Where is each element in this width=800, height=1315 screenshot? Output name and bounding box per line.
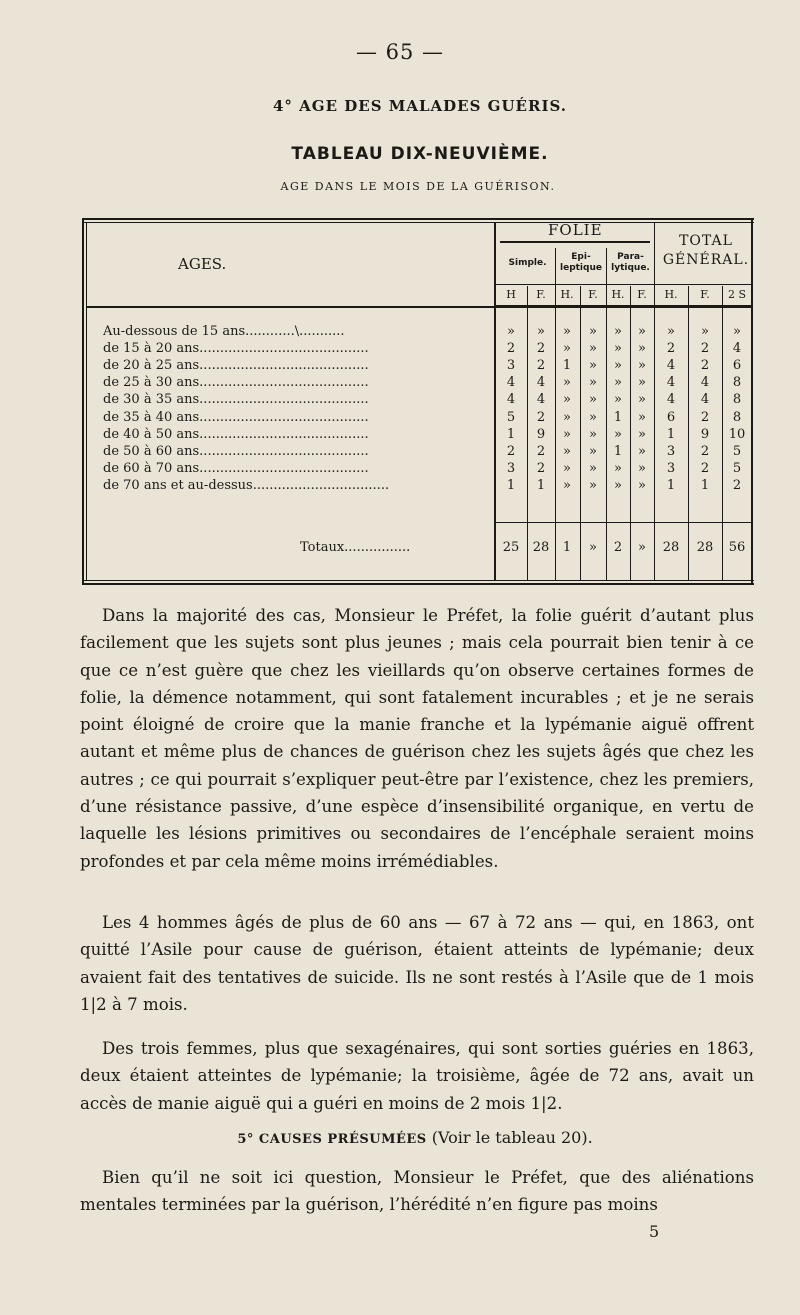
table-cell: » xyxy=(638,341,646,357)
simple-header: Simple. xyxy=(508,258,547,268)
table-cell: 4 xyxy=(666,392,676,408)
totals-label: Totaux................ xyxy=(300,540,411,555)
row-label: Au-dessous de 15 ans............\........... xyxy=(103,324,345,339)
row-label: de 40 à 50 ans......................................... xyxy=(103,426,369,442)
table-cell: » xyxy=(638,460,646,476)
paragraph: Bien qu’il ne soit ici question, Monsieur le Préfet, que des aliénations mentales terminées par la guérison, l’hérédité n’en figure pas moins xyxy=(80,1168,754,1215)
table-cell: » xyxy=(589,341,597,357)
table-cell: 4 xyxy=(700,392,710,408)
row-label: de 50 à 60 ans......................................... xyxy=(103,443,369,459)
column-label: F. xyxy=(588,288,598,301)
table-cell: 5 xyxy=(506,409,516,425)
epileptique-header: Epi- leptique xyxy=(560,252,602,273)
table-cell: » xyxy=(638,392,646,408)
table-cell: 2 xyxy=(700,443,710,459)
table-cell: 3 xyxy=(506,460,516,476)
table-cell: » xyxy=(614,477,622,493)
table-cell: » xyxy=(507,324,515,339)
table-cell: » xyxy=(563,375,571,391)
table-cell: 4 xyxy=(666,375,676,391)
table-cell: » xyxy=(614,460,622,476)
table-cell: 2 xyxy=(536,460,546,476)
table-cell: » xyxy=(563,392,571,408)
table-cell: » xyxy=(589,409,597,425)
table-cell: » xyxy=(589,443,597,459)
table-cell: 2 xyxy=(700,409,710,425)
paragraph: Des trois femmes, plus que sexagénaires, qui sont sorties guéries en 1863, deux étaient atteintes de lypémanie; la troisième, âgée de 72 ans, avait un accès de manie aiguë qui a guéri en moins de 2 mois 1|2. xyxy=(80,1039,754,1113)
table-cell: 2 xyxy=(536,409,546,425)
table-cell: 3 xyxy=(666,460,676,476)
table-cell: 5 xyxy=(732,443,742,459)
totals-cell: 56 xyxy=(728,540,746,555)
table-cell: » xyxy=(589,375,597,391)
table-cell: » xyxy=(589,324,597,339)
table-cell: 8 xyxy=(732,409,742,425)
table-cell: » xyxy=(638,375,646,391)
table-cell: 2 xyxy=(536,443,546,459)
column-label: 2 S xyxy=(727,288,747,301)
table-cell: » xyxy=(733,324,741,339)
row-label: de 30 à 35 ans......................................... xyxy=(103,392,369,408)
paragraph: Dans la majorité des cas, Monsieur le Préfet, la folie guérit d’autant plus facilement que les sujets sont plus jeunes ; mais cela pourrait bien tenir à ce que ce n’est guère que chez les vieillards qu’on observe certaines formes de folie, la démence notamment, qui sont fatalement incurables ; et je ne serais point éloigné de croire que la manie franche et la lypémanie aiguë offrent autant et même plus de chances de guérison chez les sujets âgés que chez les autres ; ce qui pourrait s’expliquer peut-être par l’existence, chez les premiers, d’une résistance passive, d’une espèce d’insensibilité organique, en vertu de laquelle les lésions primitives ou secondaires de l’encéphale seraient moins profondes et par cela même moins irrémédiables. xyxy=(80,606,754,871)
table-cell: » xyxy=(701,324,709,339)
row-label: de 15 à 20 ans......................................... xyxy=(103,341,369,357)
table-cell: » xyxy=(614,341,622,357)
table-cell: 2 xyxy=(700,460,710,476)
totals-cell: » xyxy=(589,540,597,555)
row-label: de 20 à 25 ans......................................... xyxy=(103,358,369,374)
table-cell: 2 xyxy=(666,341,676,357)
column-label: H. xyxy=(664,288,678,301)
totals-cell: 2 xyxy=(613,540,623,555)
totals-cell: 28 xyxy=(696,540,714,555)
table-cell: » xyxy=(638,426,646,442)
table-cell: 6 xyxy=(732,358,742,374)
totals-cell: 25 xyxy=(502,540,520,555)
table-cell: 2 xyxy=(700,358,710,374)
table-cell: 4 xyxy=(506,375,516,391)
table-cell: 8 xyxy=(732,392,742,408)
table-cell: » xyxy=(537,324,545,339)
table-subtitle: AGE DANS LE MOIS DE LA GUÉRISON. xyxy=(280,180,556,193)
column-label: F. xyxy=(637,288,647,301)
table-cell: 6 xyxy=(666,409,676,425)
table-cell: 1 xyxy=(613,443,623,459)
causes-heading-prefix: 5° CAUSES PRÉSUMÉES xyxy=(237,1132,427,1147)
table-cell: 4 xyxy=(732,341,742,357)
column-label: H xyxy=(506,288,516,301)
table-cell: » xyxy=(589,358,597,374)
table-cell: » xyxy=(667,324,675,339)
table-cell: » xyxy=(614,358,622,374)
section-heading: 4° AGE DES MALADES GUÉRIS. xyxy=(272,97,567,115)
table-cell: 10 xyxy=(728,426,746,442)
totals-cell: 28 xyxy=(662,540,680,555)
table-cell: » xyxy=(589,426,597,442)
column-label: H. xyxy=(611,288,625,301)
paragraph: Les 4 hommes âgés de plus de 60 ans — 67 à 72 ans — qui, en 1863, ont quitté l’Asile pour cause de guérison, étaient atteints de lypémanie; deux avaient fait des tentatives de suicide. Ils ne sont restés à l’Asile que de 1 mois 1|2 à 7 mois. xyxy=(80,913,754,1014)
row-label: de 70 ans et au-dessus................................. xyxy=(103,477,390,493)
table-cell: » xyxy=(589,477,597,493)
table-cell: 1 xyxy=(506,477,516,493)
table-cell: » xyxy=(614,375,622,391)
table-cell: » xyxy=(638,409,646,425)
total-general-header: TOTAL GÉNÉRAL. xyxy=(662,233,750,268)
totals-cell: » xyxy=(638,540,646,555)
row-label: de 35 à 40 ans......................................... xyxy=(103,409,369,425)
table-cell: 1 xyxy=(666,477,676,493)
row-label: de 60 à 70 ans......................................... xyxy=(103,460,369,476)
table-cell: 8 xyxy=(732,375,742,391)
column-label: F. xyxy=(536,288,546,301)
table-cell: 2 xyxy=(536,341,546,357)
column-label: H. xyxy=(560,288,574,301)
table-cell: » xyxy=(638,358,646,374)
table-cell: » xyxy=(614,392,622,408)
table-cell: 5 xyxy=(732,460,742,476)
table-cell: » xyxy=(563,341,571,357)
page-number: — 65 — xyxy=(355,40,445,64)
table-cell: 1 xyxy=(506,426,516,442)
signature-mark: 5 xyxy=(649,1222,660,1241)
table-cell: 2 xyxy=(536,358,546,374)
table-cell: 2 xyxy=(506,341,516,357)
table-cell: » xyxy=(638,324,646,339)
column-label: F. xyxy=(700,288,710,301)
table-cell: 1 xyxy=(536,477,546,493)
table-cell: » xyxy=(638,443,646,459)
table-cell: 1 xyxy=(613,409,623,425)
table-cell: 4 xyxy=(506,392,516,408)
totals-cell: 1 xyxy=(562,540,572,555)
table-cell: » xyxy=(563,477,571,493)
table-cell: 2 xyxy=(732,477,742,493)
table-cell: » xyxy=(614,324,622,339)
table-cell: 4 xyxy=(536,375,546,391)
table-cell: 1 xyxy=(666,426,676,442)
table-cell: » xyxy=(638,477,646,493)
totals-cell: 28 xyxy=(532,540,550,555)
table-cell: 2 xyxy=(700,341,710,357)
paralytique-header: Para- lytique. xyxy=(611,252,650,273)
table-cell: 3 xyxy=(506,358,516,374)
table-cell: » xyxy=(589,392,597,408)
table-cell: 4 xyxy=(666,358,676,374)
table-cell: 4 xyxy=(700,375,710,391)
folie-header: FOLIE xyxy=(548,221,603,239)
table-cell: » xyxy=(563,460,571,476)
table-cell: 9 xyxy=(700,426,710,442)
table-cell: » xyxy=(563,426,571,442)
table-cell: 9 xyxy=(536,426,546,442)
table-cell: » xyxy=(589,460,597,476)
table-cell: » xyxy=(614,426,622,442)
table-cell: » xyxy=(563,443,571,459)
causes-heading-suffix: (Voir le tableau 20). xyxy=(431,1128,593,1147)
causes-heading xyxy=(0,1128,800,1147)
table-cell: » xyxy=(563,324,571,339)
table-cell: 2 xyxy=(506,443,516,459)
table-cell: » xyxy=(563,409,571,425)
table-title: TABLEAU DIX-NEUVIÈME. xyxy=(291,144,549,164)
row-label: de 25 à 30 ans......................................... xyxy=(103,375,369,391)
ages-header: AGES. xyxy=(178,255,227,273)
table-cell: 1 xyxy=(700,477,710,493)
table-cell: 4 xyxy=(536,392,546,408)
table-cell: 1 xyxy=(562,358,572,374)
table-cell: 3 xyxy=(666,443,676,459)
